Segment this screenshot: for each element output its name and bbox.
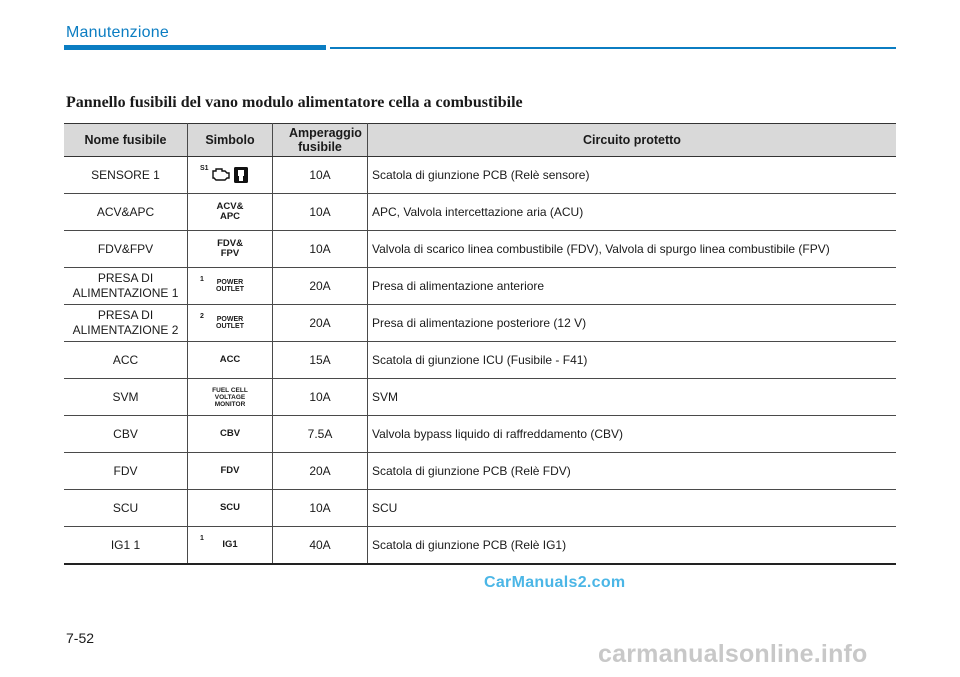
fuse-amperage: 10A	[309, 500, 331, 515]
fuse-symbol-cell	[188, 157, 273, 194]
fuse-symbol-label: FDV& FPV	[217, 238, 243, 259]
column-header-amperage	[273, 124, 368, 157]
fuse-name: ACV&APC	[96, 204, 155, 219]
fuse-circuit-cell	[368, 342, 897, 379]
table-row	[64, 231, 896, 268]
header-rule-thick	[64, 45, 326, 50]
fuse-name: SENSORE 1	[91, 167, 160, 182]
fuse-amperage-cell	[273, 194, 368, 231]
table-row	[64, 416, 896, 453]
fuse-circuit: SVM	[372, 389, 399, 404]
page-heading: Pannello fusibili del vano modulo alimentatore cella a combustibile	[66, 94, 523, 111]
fuse-circuit: APC, Valvola intercettazione aria (ACU)	[372, 204, 584, 219]
fuse-symbol-label: POWER OUTLET	[216, 315, 244, 330]
fuse-symbol-cell	[188, 268, 273, 305]
column-header-amperage-label: Amperaggio fusibile	[289, 126, 362, 154]
fuse-amperage-cell	[273, 231, 368, 268]
fuse-name-cell	[64, 416, 188, 453]
section-title: Manutenzione	[66, 24, 169, 41]
fuse-circuit: Scatola di giunzione PCB (Relè IG1)	[372, 537, 567, 552]
table-row	[64, 490, 896, 527]
symbol-superscript: S1	[200, 165, 209, 172]
fuse-symbol-label: ACV& APC	[216, 201, 244, 222]
fuse-amperage-cell	[273, 305, 368, 342]
table-row	[64, 342, 896, 379]
fuse-symbol	[192, 232, 268, 266]
fuse-circuit: Presa di alimentazione anteriore	[372, 278, 545, 293]
fuse-amperage: 10A	[309, 204, 331, 219]
fuse-circuit: Scatola di giunzione PCB (Relè FDV)	[372, 463, 571, 478]
table-row	[64, 194, 896, 231]
table-row	[64, 379, 896, 416]
fuse-amperage: 10A	[309, 241, 331, 256]
fuse-symbol	[192, 491, 268, 525]
fuse-symbol-cell	[188, 527, 273, 565]
watermark-top: CarManuals2.com	[484, 574, 626, 591]
fuse-symbol-cell	[188, 342, 273, 379]
fuse-circuit-cell	[368, 379, 897, 416]
fuse-name-cell	[64, 231, 188, 268]
fuse-name-cell	[64, 453, 188, 490]
fuse-circuit-cell	[368, 453, 897, 490]
header-rule-thin	[330, 47, 896, 49]
fuse-amperage-cell	[273, 527, 368, 565]
fuse-symbol-cell	[188, 416, 273, 453]
fuse-symbol	[192, 454, 268, 488]
fuse-circuit: SCU	[372, 500, 398, 515]
fuse-circuit-cell	[368, 416, 897, 453]
fuse-name: SVM	[112, 389, 139, 404]
fuse-symbol-cell	[188, 379, 273, 416]
column-header-name: Nome fusibile	[64, 124, 188, 157]
fuse-amperage-cell	[273, 490, 368, 527]
fuse-symbol	[192, 306, 268, 340]
fuse-name: IG1 1	[110, 537, 141, 552]
fuse-amperage: 15A	[309, 352, 331, 367]
fuse-symbol-label: IG1	[222, 539, 238, 550]
fuse-amperage-cell	[273, 379, 368, 416]
fuse-amperage-cell	[273, 453, 368, 490]
fuse-symbol	[192, 380, 268, 414]
fuse-symbol-label: SCU	[219, 502, 241, 513]
fuse-name-cell	[64, 268, 188, 305]
fuse-amperage: 20A	[309, 278, 331, 293]
fuse-name-cell	[64, 379, 188, 416]
fuse-amperage: 10A	[309, 167, 331, 182]
engine-sensor-icon	[210, 166, 250, 184]
fuse-symbol	[192, 195, 268, 229]
fuse-name-cell	[64, 342, 188, 379]
fuse-name: FDV	[113, 463, 138, 478]
table-row	[64, 157, 896, 194]
page-number: 7-52	[66, 630, 95, 646]
table-row	[64, 305, 896, 342]
fuse-name-cell	[64, 305, 188, 342]
fuse-amperage: 20A	[309, 315, 331, 330]
fuse-circuit: Scatola di giunzione PCB (Relè sensore)	[372, 167, 590, 182]
fuse-circuit: Scatola di giunzione ICU (Fusibile - F41)	[372, 352, 588, 367]
fuse-symbol-label: FUEL CELL VOLTAGE MONITOR	[212, 386, 248, 408]
watermark-bottom: carmanualsonline.info	[598, 640, 868, 668]
fuse-table	[64, 123, 896, 565]
fuse-name: FDV&FPV	[97, 241, 154, 256]
fuse-amperage: 40A	[309, 537, 331, 552]
column-header-circuit: Circuito protetto	[368, 124, 897, 157]
symbol-superscript: 1	[200, 535, 204, 542]
fuse-amperage: 7.5A	[307, 426, 333, 441]
fuse-amperage: 10A	[309, 389, 331, 404]
fuse-symbol-label: ACC	[219, 354, 241, 365]
fuse-symbol-cell	[188, 490, 273, 527]
fuse-name: SCU	[112, 500, 139, 515]
symbol-superscript: 1	[200, 276, 204, 283]
table-row	[64, 453, 896, 490]
fuse-circuit-cell	[368, 527, 897, 565]
table-row	[64, 268, 896, 305]
fuse-circuit-cell	[368, 231, 897, 268]
fuse-amperage-cell	[273, 157, 368, 194]
fuse-circuit-cell	[368, 268, 897, 305]
fuse-amperage-cell	[273, 416, 368, 453]
fuse-circuit-cell	[368, 157, 897, 194]
fuse-symbol-cell	[188, 194, 273, 231]
fuse-symbol	[192, 417, 268, 451]
table-header-row	[64, 124, 896, 157]
fuse-circuit: Valvola di scarico linea combustibile (FDV), Valvola di spurgo linea combustibile (FPV)	[372, 241, 830, 256]
fuse-circuit: Valvola bypass liquido di raffreddamento (CBV)	[372, 426, 624, 441]
fuse-symbol-cell	[188, 305, 273, 342]
table-body	[64, 157, 896, 565]
fuse-name: PRESA DI ALIMENTAZIONE 1	[72, 271, 179, 300]
fuse-symbol	[192, 343, 268, 377]
fuse-amperage: 20A	[309, 463, 331, 478]
column-header-symbol: Simbolo	[188, 124, 273, 157]
fuse-amperage-cell	[273, 342, 368, 379]
fuse-symbol-cell	[188, 453, 273, 490]
symbol-superscript: 2	[200, 313, 204, 320]
fuse-name-cell	[64, 490, 188, 527]
fuse-symbol	[192, 158, 268, 192]
fuse-amperage-cell	[273, 268, 368, 305]
fuse-circuit-cell	[368, 194, 897, 231]
fuse-symbol-cell	[188, 231, 273, 268]
fuse-symbol-label: POWER OUTLET	[216, 278, 244, 293]
fuse-circuit: Presa di alimentazione posteriore (12 V)	[372, 315, 587, 330]
fuse-circuit-cell	[368, 305, 897, 342]
fuse-symbol-label: CBV	[219, 428, 241, 439]
fuse-symbol	[192, 528, 268, 562]
fuse-circuit-cell	[368, 490, 897, 527]
fuse-symbol-label: FDV	[220, 465, 240, 476]
fuse-name-cell	[64, 157, 188, 194]
fuse-name-cell	[64, 527, 188, 565]
fuse-name: CBV	[113, 426, 138, 441]
fuse-symbol	[192, 269, 268, 303]
table-row	[64, 527, 896, 565]
fuse-name: ACC	[112, 352, 139, 367]
fuse-name-cell	[64, 194, 188, 231]
fuse-name: PRESA DI ALIMENTAZIONE 2	[72, 308, 179, 337]
